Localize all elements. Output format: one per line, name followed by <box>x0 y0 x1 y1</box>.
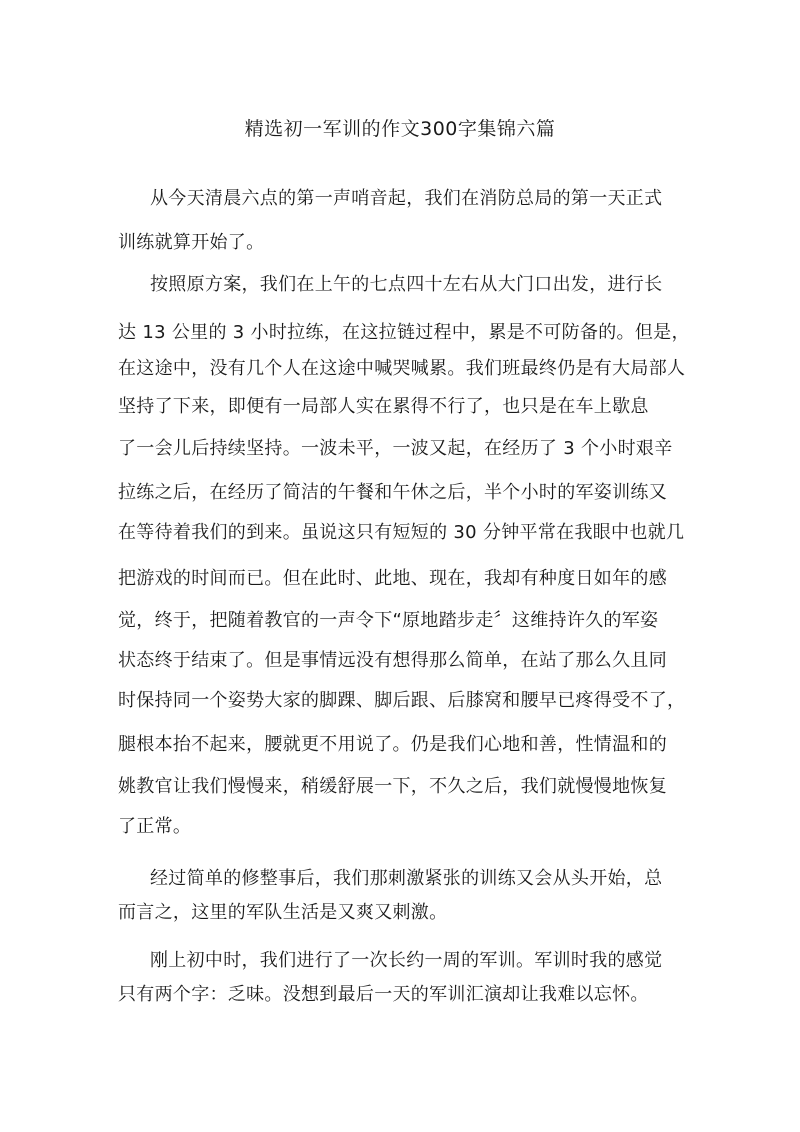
paragraph-line: 拉练之后，在经历了简洁的午餐和午休之后，半个小时的军姿训练又 <box>118 482 667 503</box>
paragraph-line: 了正常。 <box>118 816 192 837</box>
paragraph-line: 达 13 公里的 3 小时拉练，在这拉链过程中，累是不可防备的。但是， <box>118 322 690 343</box>
paragraph-line: 时保持同一个姿势大家的脚踝、脚后跟、后膝窝和腰早已疼得受不了， <box>118 690 686 711</box>
paragraph-line: 了一会儿后持续坚持。一波未平，一波又起，在经历了 3 个小时艰辛 <box>118 438 673 459</box>
paragraph-line: 在这途中，没有几个人在这途中喊哭喊累。我们班最终仍是有大局部人 <box>118 358 686 379</box>
paragraph-line: 状态终于结束了。但是事情远没有想得那么简单，在站了那么久且同 <box>118 650 667 671</box>
paragraph-line: 从今天清晨六点的第一声哨音起，我们在消防总局的第一天正式 <box>150 188 663 209</box>
paragraph-line: 在等待着我们的到来。虽说这只有短短的 30 分钟平常在我眼中也就几 <box>118 522 685 543</box>
paragraph-line: 姚教官让我们慢慢来，稍缓舒展一下，不久之后，我们就慢慢地恢复 <box>118 776 667 797</box>
paragraph-line: 坚持了下来，即便有一局部人实在累得不行了，也只是在车上歇息 <box>118 396 649 417</box>
paragraph-line: 刚上初中时，我们进行了一次长约一周的军训。军训时我的感觉 <box>150 950 663 971</box>
paragraph-line: 把游戏的时间而已。但在此时、此地、现在，我却有种度日如年的感 <box>118 568 667 589</box>
paragraph-line: 训练就算开始了。 <box>118 232 265 253</box>
paragraph-line: 觉，终于，把随着教官的一声令下“原地踏步走〞这维持许久的军姿 <box>118 610 659 631</box>
paragraph-line: 经过简单的修整事后，我们那刺激紧张的训练又会从头开始，总 <box>150 868 663 889</box>
paragraph-line: 而言之，这里的军队生活是又爽又刺激。 <box>118 902 448 923</box>
paragraph-line: 只有两个字：乏味。没想到最后一天的军训汇演却让我难以忘怀。 <box>118 984 649 1005</box>
document-title: 精选初一军训的作文300字集锦六篇 <box>244 118 556 140</box>
paragraph-line: 按照原方案，我们在上午的七点四十左右从大门口出发，进行长 <box>150 274 663 295</box>
paragraph-line: 腿根本抬不起来，腰就更不用说了。仍是我们心地和善，性情温和的 <box>118 734 667 755</box>
